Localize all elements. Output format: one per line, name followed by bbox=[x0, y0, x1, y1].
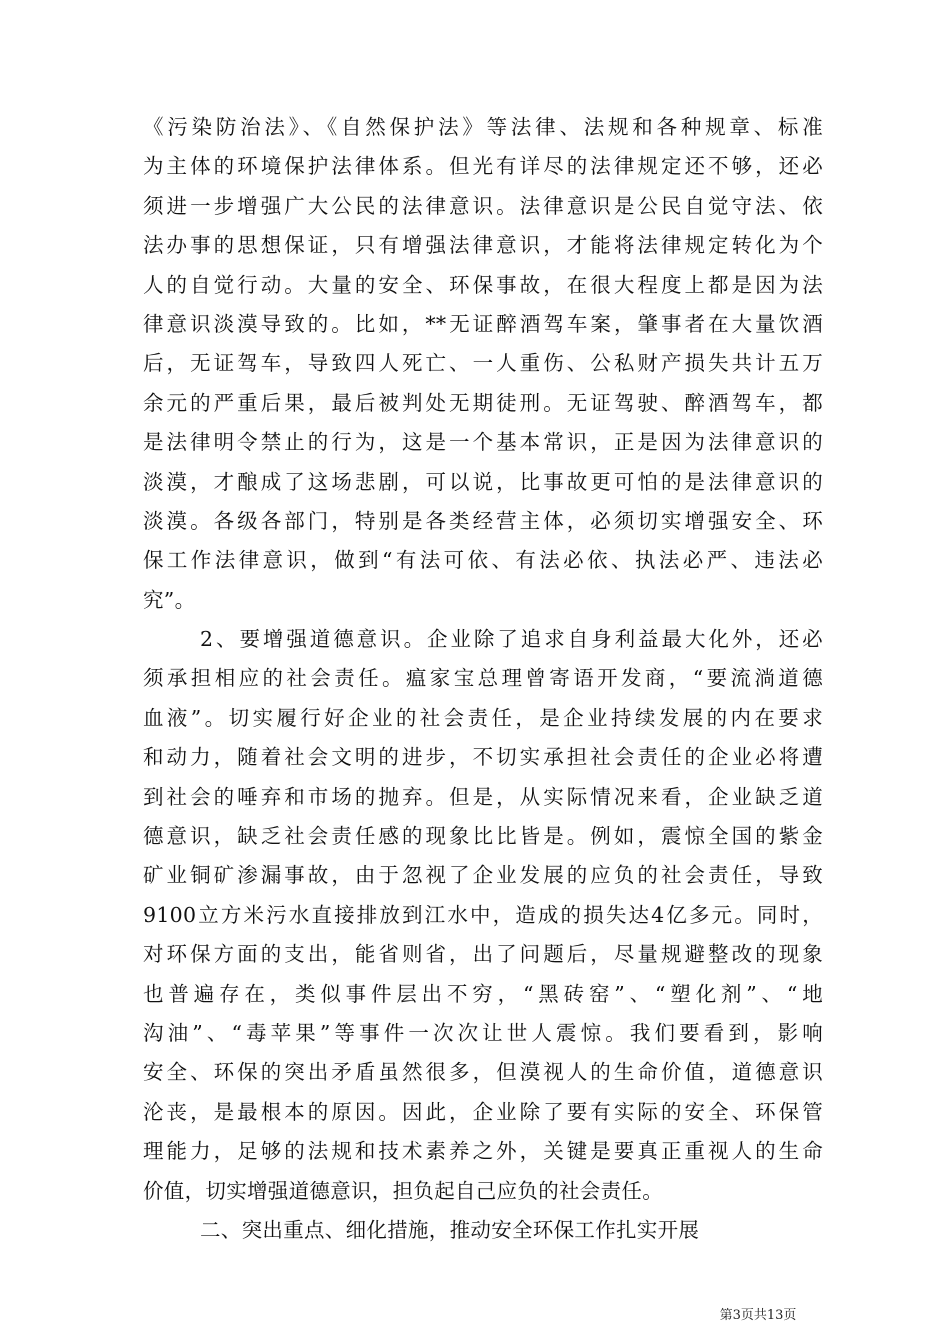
text-line: 是法律明令禁止的行为，这是一个基本常识，正是因为法律意识的 bbox=[143, 430, 823, 455]
text-line: 余元的严重后果，最后被判处无期徒刑。无证驾驶、醉酒驾车，都 bbox=[143, 390, 823, 415]
page-number: 第3页共13页 bbox=[719, 1308, 797, 1323]
text-line: 理能力，足够的法规和技术素养之外，关键是要真正重视人的生命 bbox=[143, 1139, 823, 1164]
text-line: 淡漠，才酿成了这场悲剧，可以说，比事故更可怕的是法律意识的 bbox=[143, 469, 823, 494]
text-line: 淡漠。各级各部门，特别是各类经营主体，必须切实增强安全、环 bbox=[143, 508, 823, 533]
text-line: 律意识淡漠导致的。比如，**无证醉酒驾车案，肇事者在大量饮酒 bbox=[143, 311, 823, 336]
text-line: 保工作法律意识，做到“有法可依、有法必依、执法必严、违法必 bbox=[143, 548, 823, 573]
text-line: 须承担相应的社会责任。瘟家宝总理曾寄语开发商，“要流淌道德 bbox=[143, 666, 823, 691]
text-line: 2、要增强道德意识。企业除了追求自身利益最大化外，还必 bbox=[200, 627, 823, 652]
text-line: 和动力，随着社会文明的进步，不切实承担社会责任的企业必将遭 bbox=[143, 745, 823, 770]
text-line: 沟油”、“毒苹果”等事件一次次让世人震惊。我们要看到，影响 bbox=[143, 1020, 823, 1045]
text-line: 沦丧，是最根本的原因。因此，企业除了要有实际的安全、环保管 bbox=[143, 1099, 823, 1124]
text-line: 价值，切实增强道德意识，担负起自己应负的社会责任。 bbox=[143, 1178, 663, 1203]
text-line: 德意识，缺乏社会责任感的现象比比皆是。例如，震惊全国的紫金 bbox=[143, 824, 823, 849]
text-line: 究”。 bbox=[143, 587, 196, 612]
body-text bbox=[143, 108, 823, 1250]
text-line: 到社会的唾弃和市场的抛弃。但是，从实际情况来看，企业缺乏道 bbox=[143, 784, 823, 809]
text-line: 后，无证驾车，导致四人死亡、一人重伤、公私财产损失共计五万 bbox=[143, 351, 823, 376]
text-line: 9100立方米污水直接排放到江水中，造成的损失达4亿多元。同时， bbox=[143, 902, 823, 927]
text-line: 血液”。切实履行好企业的社会责任，是企业持续发展的内在要求 bbox=[143, 705, 823, 730]
text-line: 也普遍存在，类似事件层出不穷，“黑砖窑”、“塑化剂”、“地 bbox=[143, 981, 823, 1006]
text-line: 人的自觉行动。大量的安全、环保事故，在很大程度上都是因为法 bbox=[143, 272, 823, 297]
text-line: 《污染防治法》、《自然保护法》等法律、法规和各种规章、标准 bbox=[143, 115, 823, 139]
text-line: 为主体的环境保护法律体系。但光有详尽的法律规定还不够，还必 bbox=[143, 154, 823, 179]
text-line: 法办事的思想保证，只有增强法律意识，才能将法律规定转化为个 bbox=[143, 233, 823, 258]
text-line: 安全、环保的突出矛盾虽然很多，但漠视人的生命价值，道德意识 bbox=[143, 1060, 823, 1085]
text-line: 须进一步增强广大公民的法律意识。法律意识是公民自觉守法、依 bbox=[143, 193, 823, 218]
text-line: 矿业铜矿渗漏事故，由于忽视了企业发展的应负的社会责任，导致 bbox=[143, 863, 823, 888]
page-footer bbox=[0, 1304, 950, 1323]
text-line: 对环保方面的支出，能省则省，出了问题后，尽量规避整改的现象 bbox=[143, 942, 823, 967]
section-heading: 二、突出重点、细化措施，推动安全环保工作扎实开展 bbox=[200, 1217, 700, 1242]
